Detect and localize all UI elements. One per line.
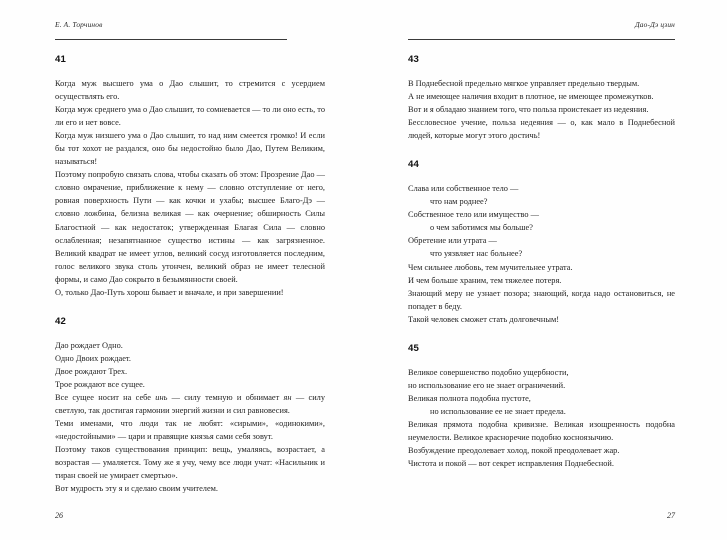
chapter-43	[408, 54, 675, 142]
verse-line: что уязвляет нас больнее?	[430, 249, 523, 259]
page-right	[363, 0, 727, 540]
chapter-gap	[408, 142, 675, 159]
verse-line: Великая прямота подобна кривизне. Великая изощренность подобна неумелости. Великое красноречие подобно косноязычию.	[408, 419, 675, 442]
verse-line: Вот и я обладаю знанием того, что польза проистекает из недеяния.	[408, 105, 649, 115]
verse-line: Поэтому таков существования принцип: вещь, умаляясь, возрастает, а возрастая — умаляется. Тому же я учу, чему все люди учат: «Насильник и тиран своей не умирает смертью».	[55, 445, 325, 481]
chapter-gap	[55, 299, 325, 316]
verse-line: Чем сильнее любовь, тем мучительнее утрата.	[408, 262, 573, 272]
verse-line: Поэтому попробую связать слова, чтобы сказать об этом: Прозрение Дао — словно омрачение, приближение к нему — словно отступление от него, ровная поверхность Пути — как кочки и ухабы; высшее Благо-Дэ — словно ложбина, белизна великая — как очернение; обширность Силы Благостной — как недостаток; утвержденная Благая Сила — словно ослабленная; незапятнанное существо истины — как загрязненное. Великий квадрат не имеет углов, великий сосуд изготовляется последним, голос великого звука столь утончен, великий образ не имеет телесной формы, и само Дао сокрыто в безымянности своей.	[55, 170, 325, 284]
verse-line: Когда муж среднего ума о Дао слышит, то сомневается — то ли оно есть, то ли его и нет вовсе.	[55, 105, 325, 128]
verse-line: Двое рождают Трех.	[55, 366, 128, 376]
verse-line: Все сущее носит на себе инь — силу темную и обнимает ян — силу светлую, так достигая гармонии энергий жизни и сил равновесия.	[55, 392, 325, 416]
verse-line: Великая полнота подобна пустоте,	[408, 393, 531, 403]
chapter-42	[55, 316, 325, 496]
chapter-number: 42	[55, 315, 67, 327]
chapter-number: 44	[408, 159, 420, 171]
chapter-number: 43	[408, 54, 420, 65]
verse-line: Вот мудрость эту я и сделаю своим учителем.	[55, 484, 219, 494]
verse-line: Трое рождают все сущее.	[55, 379, 145, 389]
verse-line: Когда муж низшего ума о Дао слышит, то над ним смеется громко! И если бы тот хохот не раздался, оно бы недостойно было Дао, Путем Великим, называться!	[55, 131, 325, 167]
verse-line: о чем заботимся мы больше?	[430, 223, 533, 233]
page-number-right: 27	[667, 511, 675, 520]
verse-line: Чистота и покой — вот секрет исправления Поднебесной.	[408, 459, 614, 469]
chapter-41	[55, 54, 325, 299]
verse-line: И чем больше храним, тем тяжелее потеря.	[408, 275, 562, 285]
verse-line: Собственное тело или имущество —	[408, 210, 539, 220]
verse-line: Бессловесное учение, польза недеяния — о, как мало в Поднебесной людей, которые могут этого достичь!	[408, 118, 675, 141]
verse-line: Знающий меру не узнает позора; знающий, когда надо остановиться, не попадет в беду.	[408, 288, 675, 311]
verse-line: В Поднебесной предельно мягкое управляет предельно твердым.	[408, 79, 640, 88]
verse-line: О, только Дао-Путь хорош бывает и вначале, и при завершении!	[55, 287, 284, 297]
verse-line: что нам роднее?	[430, 197, 488, 207]
verse-line: Обретение или утрата —	[408, 236, 497, 246]
page-left	[0, 0, 363, 540]
verse-line: Дао рождает Одно.	[55, 340, 123, 350]
chapter-44	[408, 159, 675, 326]
chapter-45	[408, 343, 675, 470]
verse-line: Когда муж высшего ума о Дао слышит, то стремится с усердием осуществлять его.	[55, 79, 325, 102]
verse-line: Великое совершенство подобно ущербности,	[408, 367, 569, 377]
header-rule-right	[408, 39, 675, 40]
running-head-left: Е. А. Торчинов	[55, 20, 103, 29]
verse-line: но использование его не знает ограничений.	[408, 380, 566, 390]
chapter-number: 45	[408, 342, 420, 354]
running-head-right: Дао-Дэ цзин	[634, 20, 675, 29]
verse-line: А не имеющее наличия входит в плотное, не имеющее промежутков.	[408, 92, 654, 102]
verse-line: но использование ее не знает предела.	[430, 406, 566, 416]
chapter-number: 41	[55, 54, 67, 65]
verse-line: Одно Двоих рождает.	[55, 353, 132, 363]
verse-line: Такой человек сможет стать долговечным!	[408, 314, 559, 324]
verse-line: Теми именами, что люди так не любят: «сирыми», «одинокими», «недостойными» — цари и правящие князья сами себя зовут.	[55, 419, 325, 442]
page-number-left: 26	[55, 511, 63, 520]
header-rule-left	[55, 39, 287, 40]
chapter-gap	[408, 326, 675, 343]
verse-line: Возбуждение преодолевает холод, покой преодолевает жар.	[408, 446, 620, 456]
verse-line: Слава или собственное тело —	[408, 184, 519, 194]
